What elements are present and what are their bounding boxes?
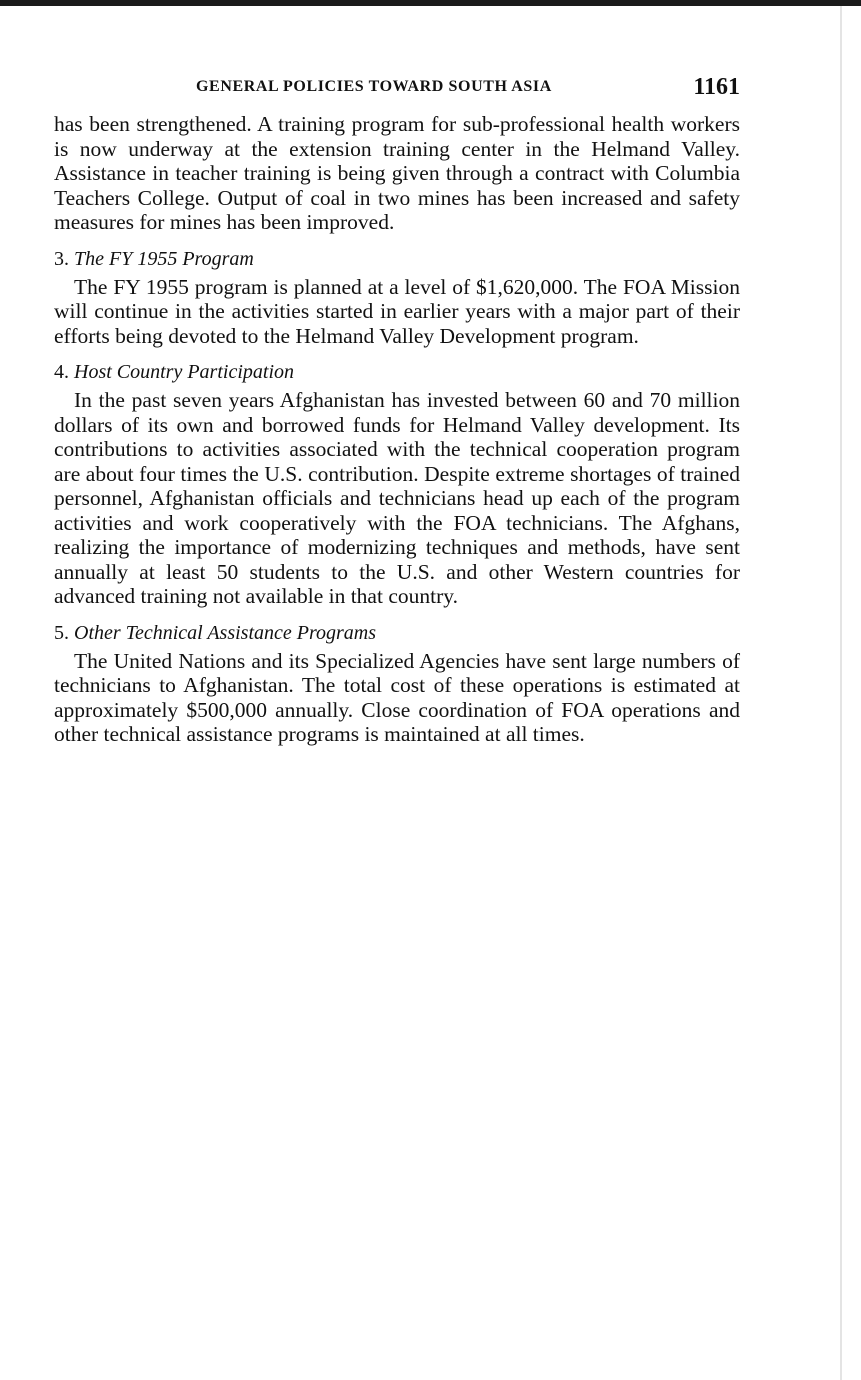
section-title: Other Technical Assistance Programs <box>74 621 377 644</box>
intro-paragraph: has been strengthened. A training program for sub-professional health workers is now underway at the extension training center in the Helmand Valley. Assistance in teacher training is being given through a contract with Columbia Teachers College. Output of coal in two mines has been increased and safety measures for mines has been improved. <box>54 112 740 234</box>
section-title: Host Country Participation <box>74 361 294 383</box>
section-heading-5 <box>54 621 740 645</box>
section-number: 5. <box>54 621 69 644</box>
section-heading-4 <box>54 360 740 384</box>
section-heading-3 <box>54 247 740 271</box>
section-paragraph-5: The United Nations and its Specialized Agencies have sent large numbers of technicians to Afghanistan. The total cost of these operations is estimated at approximately $500,000 annually. Close coordination of FOA operations and other technical assistance programs is maintained at all times. <box>54 648 740 746</box>
page-top-edge <box>0 0 861 6</box>
page-number: 1161 <box>693 74 740 100</box>
section-paragraph-4: In the past seven years Afghanistan has invested between 60 and 70 million dollars of its own and borrowed funds for Helmand Valley development. Its contributions to activities associated with the technical cooperation program are about four times the U.S. contribution. Despite extreme shortages of trained personnel, Afghanistan officials and technicians head up each of the program activities and work cooperatively with the FOA technicians. The Afghans, realizing the importance of modernizing techniques and methods, have sent annually at least 50 students to the U.S. and other Western countries for advanced training not available in that country. <box>54 388 740 608</box>
section-number: 3. <box>54 247 69 270</box>
page-fold-line <box>840 6 842 1380</box>
document-page <box>54 72 740 747</box>
running-head <box>54 72 740 112</box>
running-title: GENERAL POLICIES TOWARD SOUTH ASIA <box>196 78 552 95</box>
section-paragraph-3: The FY 1955 program is planned at a level of $1,620,000. The FOA Mission will continue in the activities started in earlier years with a major part of their efforts being devoted to the Helmand Valley Development program. <box>54 274 740 348</box>
section-number: 4. <box>54 361 69 383</box>
section-title: The FY 1955 Program <box>74 247 254 270</box>
